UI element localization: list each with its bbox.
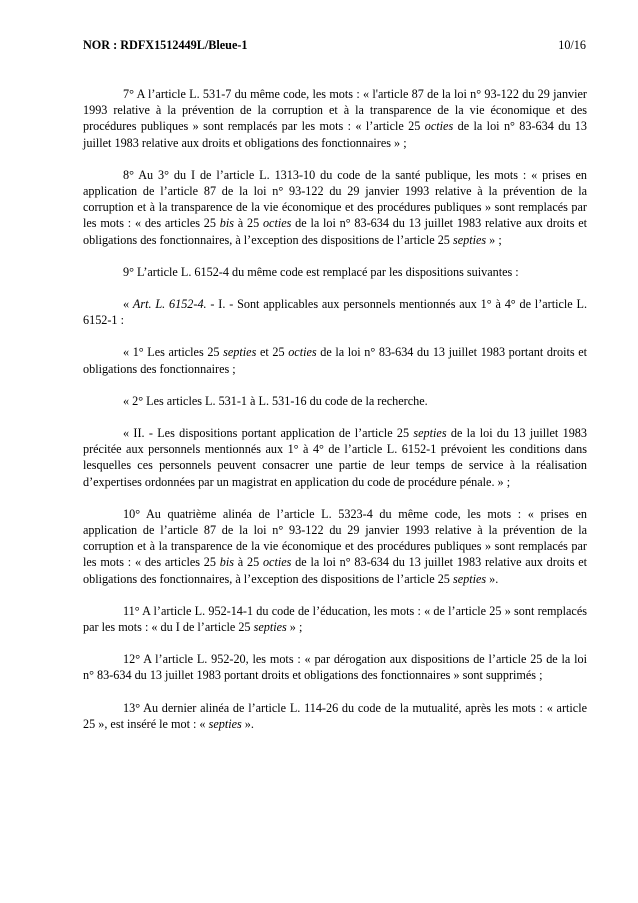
document-body: [83, 86, 587, 748]
paragraph-7: 7° A l’article L. 531-7 du même code, les mots : « l'article 87 de la loi n° 93-122 du 29 janvier 1993 relative à la prévention de la corruption et à la transparence de la vie économique et des procédures publiques » sont remplacés par les mots : « l’article 25 octies de la loi n° 83-634 du 13 juillet 1983 relative aux droits et obligations des fonctionnaires » ;: [83, 87, 587, 150]
paragraph-11: 11° A l’article L. 952-14-1 du code de l’éducation, les mots : « de l’article 25 » sont remplacés par les mots : « du I de l’article 25 septies » ;: [83, 603, 587, 635]
nor-reference: NOR : RDFX1512449L/Bleue-1: [83, 38, 248, 52]
paragraph-art-l6152-4: « Art. L. 6152-4. - I. - Sont applicables aux personnels mentionnés aux 1° à 4° de l’article L. 6152-1 :: [83, 297, 588, 328]
page-header: [83, 38, 586, 56]
paragraph-13: 13° Au dernier alinéa de l’article L. 114-26 du code de la mutualité, après les mots : « article 25 », est inséré le mot : « septies ».: [83, 700, 587, 731]
page-number: 10/16: [558, 38, 586, 52]
paragraph-2-code-recherche: « 2° Les articles L. 531-1 à L. 531-16 du code de la recherche.: [123, 393, 428, 408]
paragraph-II: « II. - Les dispositions portant application de l’article 25 septies de la loi du 13 juillet 1983 précitée aux personnels mentionnés aux 1° à 4° de l’article L. 6152-1 prévoient les conditions dans lesquelles ces personnels peuvent consacrer une partie de leur temps de service à la réalisation d’expertises ordonnées par un magistrat en application du code de procédure pénale. » ;: [83, 426, 587, 489]
paragraph-8: 8° Au 3° du I de l’article L. 1313-10 du code de la santé publique, les mots : « prises en application de l’article 87 de la loi n° 93-122 du 29 janvier 1993 relative à la prévention de la corruption et à la transparence de la vie économique et des procédures publiques » sont remplacés par les mots : « des articles 25 bis à 25 octies de la loi n° 83-634 du 13 juillet 1983 relative aux droits et obligations des fonctionnaires, à l’exception des dispositions de l’article 25 septies » ;: [83, 167, 588, 247]
paragraph-1-septies-octies: « 1° Les articles 25 septies et 25 octies de la loi n° 83-634 du 13 juillet 1983 portant droits et obligations des fonctionnaires ;: [83, 345, 588, 376]
paragraph-9: 9° L’article L. 6152-4 du même code est remplacé par les dispositions suivantes :: [123, 264, 519, 279]
paragraph-10: 10° Au quatrième alinéa de l’article L. 5323-4 du même code, les mots : « prises en application de l’article 87 de la loi n° 93-122 du 29 janvier 1993 relative à la prévention de la corruption et à la transparence de la vie économique et des procédures publiques » sont remplacés par les mots : « des articles 25 bis à 25 octies de la loi n° 83-634 du 13 juillet 1983 relative aux droits et obligations des fonctionnaires, à l’exception des dispositions de l’article 25 septies ».: [83, 506, 588, 586]
paragraph-12: 12° A l’article L. 952-20, les mots : « par dérogation aux dispositions de l’article 25 de la loi n° 83-634 du 13 juillet 1983 portant droits et obligations des fonctionnaires » sont supprimés ;: [83, 652, 587, 683]
